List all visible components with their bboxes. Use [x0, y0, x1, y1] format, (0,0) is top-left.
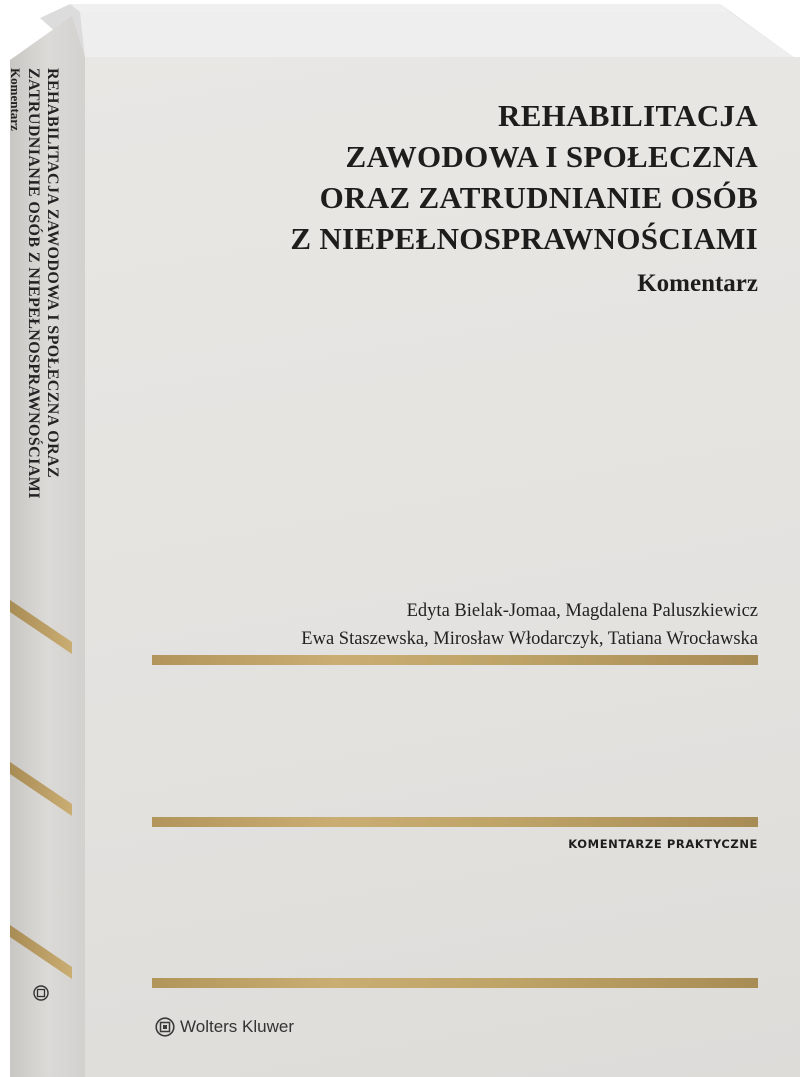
spine-title-line-2: ZATRUDNIANIE OSÓB Z NIEPEŁNOSPRAWNOŚCIAMI: [25, 68, 42, 499]
book-title: [290, 95, 758, 259]
spine-title: [7, 68, 62, 499]
book-title-line-2: ZAWODOWA I SPOŁECZNA: [345, 139, 758, 174]
book-pages-edge: [40, 0, 800, 60]
gold-divider-1: [152, 655, 758, 665]
publisher-logo: [155, 1017, 294, 1037]
front-cover: [85, 57, 800, 1077]
book-subtitle: Komentarz: [637, 270, 758, 297]
gold-divider-3: [152, 978, 758, 988]
authors-line-2: Ewa Staszewska, Mirosław Włodarczyk, Tatiana Wrocławska: [301, 629, 758, 649]
authors-line-1: Edyta Bielak-Jomaa, Magdalena Paluszkiewicz: [406, 601, 758, 621]
series-label: KOMENTARZE PRAKTYCZNE: [568, 837, 758, 851]
gold-divider-2: [152, 817, 758, 827]
book-title-line-4: Z NIEPEŁNOSPRAWNOŚCIAMI: [290, 221, 758, 256]
spine-subtitle: Komentarz: [8, 68, 23, 131]
spine-publisher-logo-icon: [33, 985, 49, 1001]
spine-title-line-1: REHABILITACJA ZAWODOWA I SPOŁECZNA ORAZ: [44, 68, 61, 479]
book-title-line-1: REHABILITACJA: [498, 98, 758, 133]
publisher-name: Wolters Kluwer: [180, 1017, 294, 1036]
authors: [301, 597, 758, 653]
book-title-line-3: ORAZ ZATRUDNIANIE OSÓB: [319, 180, 758, 215]
wolters-kluwer-logo-icon: [155, 1017, 175, 1037]
